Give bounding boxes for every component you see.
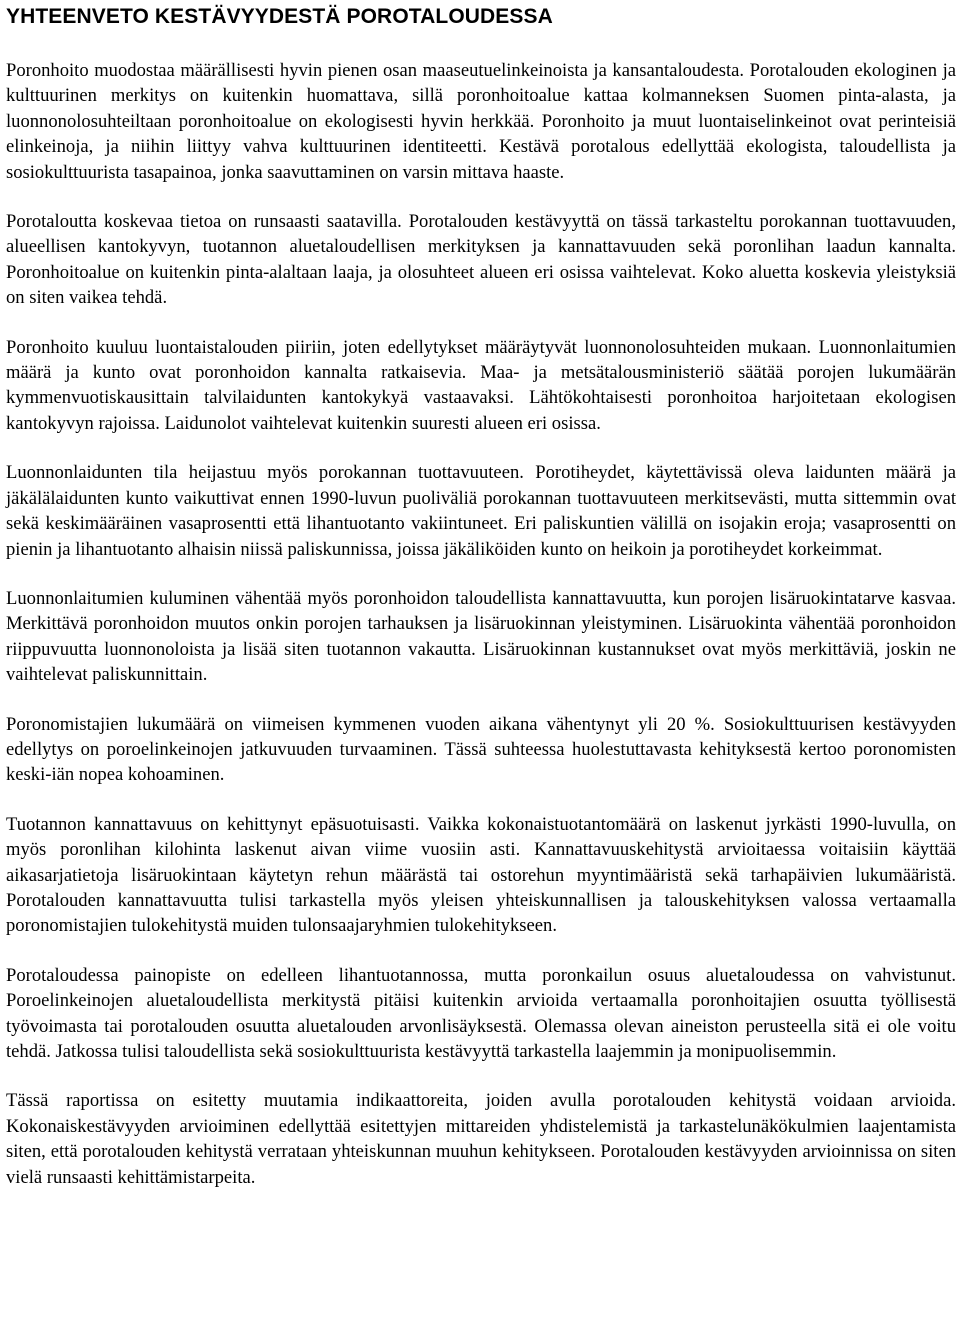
paragraph-3: Poronhoito kuuluu luontaistalouden piiriin, joten edellytykset määräytyvät luonnonolosuhteiden mukaan. Luonnonlaitumien määrä ja kunto ovat poronhoidon kannalta ratkaisevia. Maa- ja metsätalousministeriö säätää porojen lukumäärän kymmenvuotiskausittain talvilaidunten kantokykyä vastaavaksi. Lähtökohtaisesti poronhoitoa harjoitetaan ekologisen kantokyvyn rajoissa. Laidunolot vaihtelevat kuitenkin suuresti alueen eri osissa. <box>6 336 956 434</box>
paragraph-2: Porotaloutta koskevaa tietoa on runsaasti saatavilla. Porotalouden kestävyyttä on tässä tarkasteltu porokannan tuottavuuden, alueellisen kantokyvyn, tuotannon aluetaloudellisen merkityksen ja kannattavuuden sekä poronlihan laadun kannalta. Poronhoitoalue on kuitenkin pinta-alaltaan laaja, ja olosuhteet alueen eri osissa vaihtelevat. Koko aluetta koskevia yleistyksiä on siten vaikea tehdä. <box>6 211 956 309</box>
paragraph-1: Poronhoito muodostaa määrällisesti hyvin pienen osan maaseutuelinkeinoista ja kansantaloudesta. Porotalouden ekologinen ja kulttuurinen merkitys on kuitenkin huomattava, sillä poronhoitoalue kattaa kolmanneksen Suomen pinta-alasta, ja luonnonolosuhteiltaan poronhoitoalue on ekologisesti hyvin herkkää. Poronhoito ja muut luontaiselinkeinot ovat perinteisiä elinkeinoja, ja niihin liittyy vahva kulttuurinen identiteetti. Kestävä porotalous edellyttää ekologista, taloudellista ja sosiokulttuurista tasapainoa, jonka saavuttaminen on varsin mittava haaste. <box>6 60 956 183</box>
paragraph-9: Tässä raportissa on esitetty muutamia indikaattoreita, joiden avulla porotalouden kehitystä voidaan arvioida. Kokonaiskestävyyden arvioiminen edellyttää esitettyjen mittareiden yhdistelemistä ja tarkastelunäkökulmien laajentamista siten, että porotalouden kehitystä verrataan yhteiskunnan muuhun kehitykseen. Porotalouden kestävyyden arvioinnissa on siten vielä runsaasti kehittämistarpeita. <box>6 1090 956 1188</box>
paragraph-8: Porotaloudessa painopiste on edelleen lihantuotannossa, mutta poronkailun osuus aluetaloudessa on vahvistunut. Poroelinkeinojen aluetaloudellista merkitystä pitäisi kuitenkin arvioida vertaamalla poronhoitajien osuutta työllisestä työvoimasta tai porotalouden osuutta aluetalouden arvonlisäyksestä. Olemassa olevan aineiston perusteella sitä ei ole voitu tehdä. Jatkossa tulisi taloudellista sekä sosiokulttuurista kestävyyttä tarkastella laajemmin ja monipuolisemmin. <box>6 964 956 1062</box>
paragraph-6: Poronomistajien lukumäärä on viimeisen kymmenen vuoden aikana vähentynyt yli 20 %. Sosiokulttuurisen kestävyyden edellytys on poroelinkeinojen jatkuvuuden turvaaminen. Tässä suhteessa huolestuttavasta kehityksestä kertoo poronomisten keski-iän nopea kohoaminen. <box>6 713 956 786</box>
document-page <box>6 0 956 1190</box>
document-title: YHTEENVETO KESTÄVYYDESTÄ POROTALOUDESSA <box>6 5 553 28</box>
paragraph-7: Tuotannon kannattavuus on kehittynyt epäsuotuisasti. Vaikka kokonaistuotantomäärä on laskenut jyrkästi 1990-luvulla, on myös poronlihan kilohinta laskenut aivan viime vuosiin asti. Kannattavuuskehitystä arvioitaessa voitaisiin käyttää aikasarjatietoja lisäruokintaan käytetyn rehun määrästä tai ostorehun myyntimääristä sekä tarhapäivien lukumääristä. Porotalouden kannattavuutta tulisi tarkastella myös yleisen yhteiskunnallisen ja talouskehityksen valossa vertaamalla poronomistajien tulokehitystä muiden tulonsaajaryhmien tulokehitykseen. <box>6 813 956 937</box>
paragraph-5: Luonnonlaitumien kuluminen vähentää myös poronhoidon taloudellista kannattavuutta, kun porojen lisäruokintatarve kasvaa. Merkittävä poronhoidon muutos onkin porojen tarhauksen ja lisäruokinnan yleistyminen. Lisäruokinta vähentää poronhoidon riippuvuutta luonnonoloista ja lisää siten tuotannon vakautta. Lisäruokinnan kustannukset ovat myös merkittäviä, joskin ne vaihtelevat paliskunnittain. <box>6 587 956 686</box>
paragraph-4: Luonnonlaidunten tila heijastuu myös porokannan tuottavuuteen. Porotiheydet, käytettävissä oleva laidunten määrä ja jäkälälaidunten kunto vaikuttivat ennen 1990-luvun puoliväliä porokannan tuottavuuteen merkitsevästi, mutta sittemmin ovat sekä keskimääräinen vasaprosentti että lihantuotanto vakiintuneet. Eri paliskuntien välillä on isojakin eroja; vasaprosentti on pienin ja lihantuotanto alhaisin niissä paliskunnissa, joissa jäkäliköiden kunto on heikoin ja porotiheydet korkeimmat. <box>6 462 956 560</box>
